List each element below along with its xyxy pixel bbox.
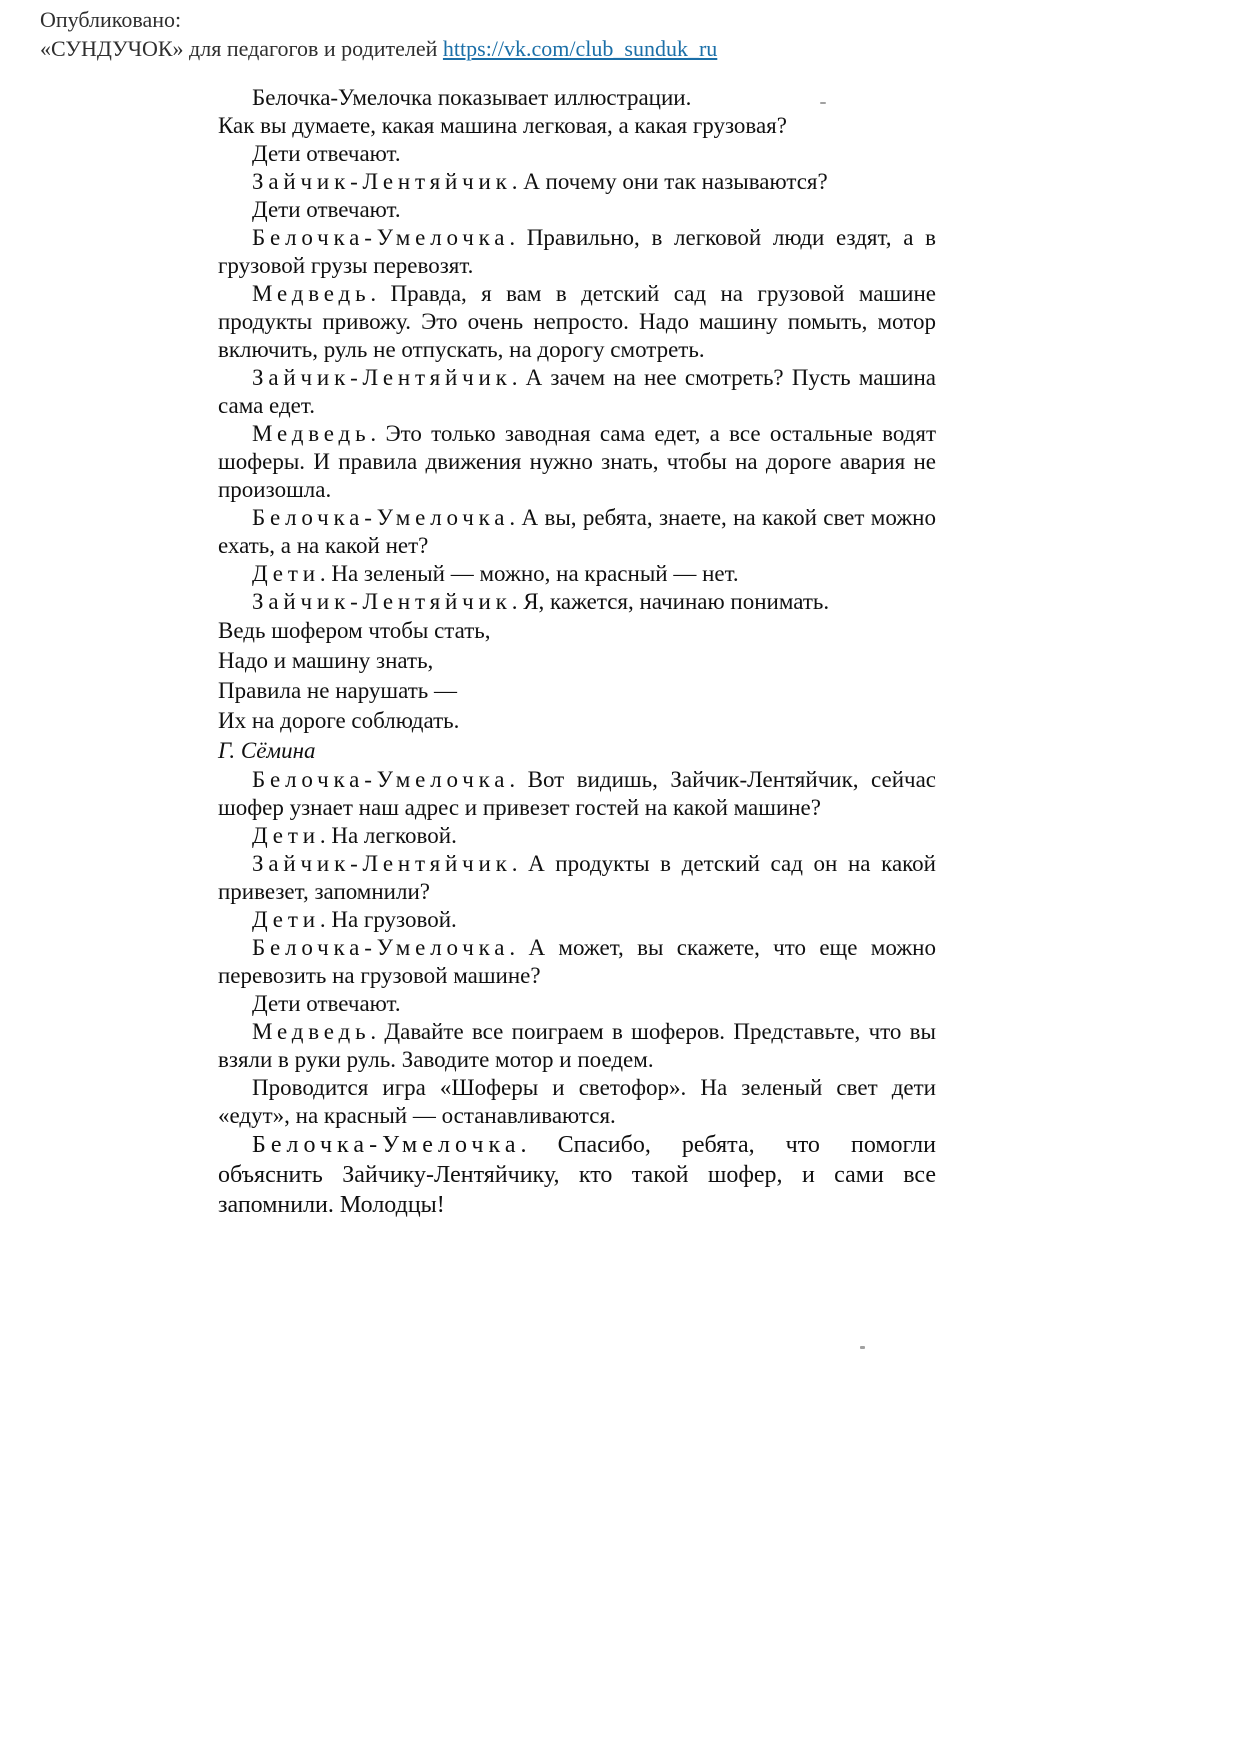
stage-note: Дети отвечают. — [252, 141, 401, 166]
source-prefix: «СУНДУЧОК» для педагогов и родителей — [40, 36, 438, 61]
speaker-name: Зайчик-Лентяйчик — [252, 365, 512, 390]
poem-line: Надо и машину знать, — [218, 648, 434, 673]
poem-line: Правила не нарушать — — [218, 678, 458, 703]
speaker-name: Дети — [252, 561, 320, 586]
poem-line: Их на дороге соблюдать. — [218, 708, 460, 733]
dialogue-line: Белочка-Умелочка. Спасибо, ребята, что помогли объяснить Зайчику-Лентяйчику, кто такой шофер, и сами все запомнили. Молодцы! — [218, 1132, 936, 1218]
speaker-name: Белочка-Умелочка — [252, 935, 510, 960]
dialogue-line: Белочка-Умелочка. Вот видишь, Зайчик-Лентяйчик, сейчас шофер узнает наш адрес и привезет гостей на какой машине? — [218, 767, 936, 820]
narration-line: Как вы думаете, какая машина легковая, а какая грузовая? — [218, 113, 787, 138]
dialogue-line: Зайчик-Лентяйчик. Я, кажется, начинаю понимать. — [252, 589, 830, 614]
speaker-name: Зайчик-Лентяйчик — [252, 169, 512, 194]
dialogue-line: Белочка-Умелочка. А может, вы скажете, что еще можно перевозить на грузовой машине? — [218, 935, 936, 988]
speaker-name: Медведь — [252, 1019, 371, 1044]
publication-note — [40, 5, 717, 63]
dialogue-line: Белочка-Умелочка. А вы, ребята, знаете, на какой свет можно ехать, а на какой нет? — [218, 505, 936, 558]
dialogue-line: Зайчик-Лентяйчик. А почему они так называются? — [252, 169, 828, 194]
speaker-name: Медведь — [252, 421, 371, 446]
poem-author: Г. Сёмина — [218, 738, 316, 763]
speaker-name: Белочка-Умелочка — [252, 767, 510, 792]
speaker-name: Медведь — [252, 281, 371, 306]
dialogue-line: Зайчик-Лентяйчик. А продукты в детский сад он на какой привезет, запомнили? — [218, 851, 936, 904]
dialogue-line: Дети. На грузовой. — [252, 907, 457, 932]
speaker-name: Дети — [252, 823, 320, 848]
stage-direction: Проводится игра «Шоферы и светофор». На зеленый свет дети «едут», на красный — останавливаются. — [218, 1075, 936, 1128]
speaker-name: Дети — [252, 907, 320, 932]
dialogue-line: Белочка-Умелочка. Правильно, в легковой люди ездят, а в грузовой грузы перевозят. — [218, 225, 936, 278]
stage-direction: Белочка-Умелочка показывает иллюстрации. — [252, 85, 692, 110]
source-link[interactable]: https://vk.com/club_sunduk_ru — [442, 36, 718, 61]
dialogue-line: Медведь. Правда, я вам в детский сад на грузовой машине продукты привожу. Это очень непросто. Надо машину помыть, мотор включить, руль не отпускать, на дорогу смотреть. — [218, 281, 936, 362]
source-line — [40, 34, 717, 63]
stage-note: Дети отвечают. — [252, 197, 401, 222]
stage-note: Дети отвечают. — [252, 991, 401, 1016]
dialogue-line: Дети. На легковой. — [252, 823, 457, 848]
script-body — [218, 84, 936, 1220]
speaker-name: Белочка-Умелочка — [252, 225, 510, 250]
speaker-name: Зайчик-Лентяйчик — [252, 851, 512, 876]
dialogue-line: Зайчик-Лентяйчик. А зачем на нее смотреть? Пусть машина сама едет. — [218, 365, 936, 418]
dialogue-line: Медведь. Это только заводная сама едет, а все остальные водят шоферы. И правила движения нужно знать, чтобы на дороге авария не произошла. — [218, 421, 936, 502]
dialogue-line: Медведь. Давайте все поиграем в шоферов. Представьте, что вы взяли в руки руль. Заводите мотор и поедем. — [218, 1019, 936, 1072]
speaker-name: Белочка-Умелочка — [252, 1132, 521, 1158]
scan-speck — [860, 1346, 865, 1349]
poem-line: Ведь шофером чтобы стать, — [218, 618, 491, 643]
scan-speck — [820, 102, 826, 104]
published-label: Опубликовано: — [40, 7, 182, 32]
speaker-name: Зайчик-Лентяйчик — [252, 589, 512, 614]
dialogue-line: Дети. На зеленый — можно, на красный — нет. — [252, 561, 739, 586]
speaker-name: Белочка-Умелочка — [252, 505, 510, 530]
